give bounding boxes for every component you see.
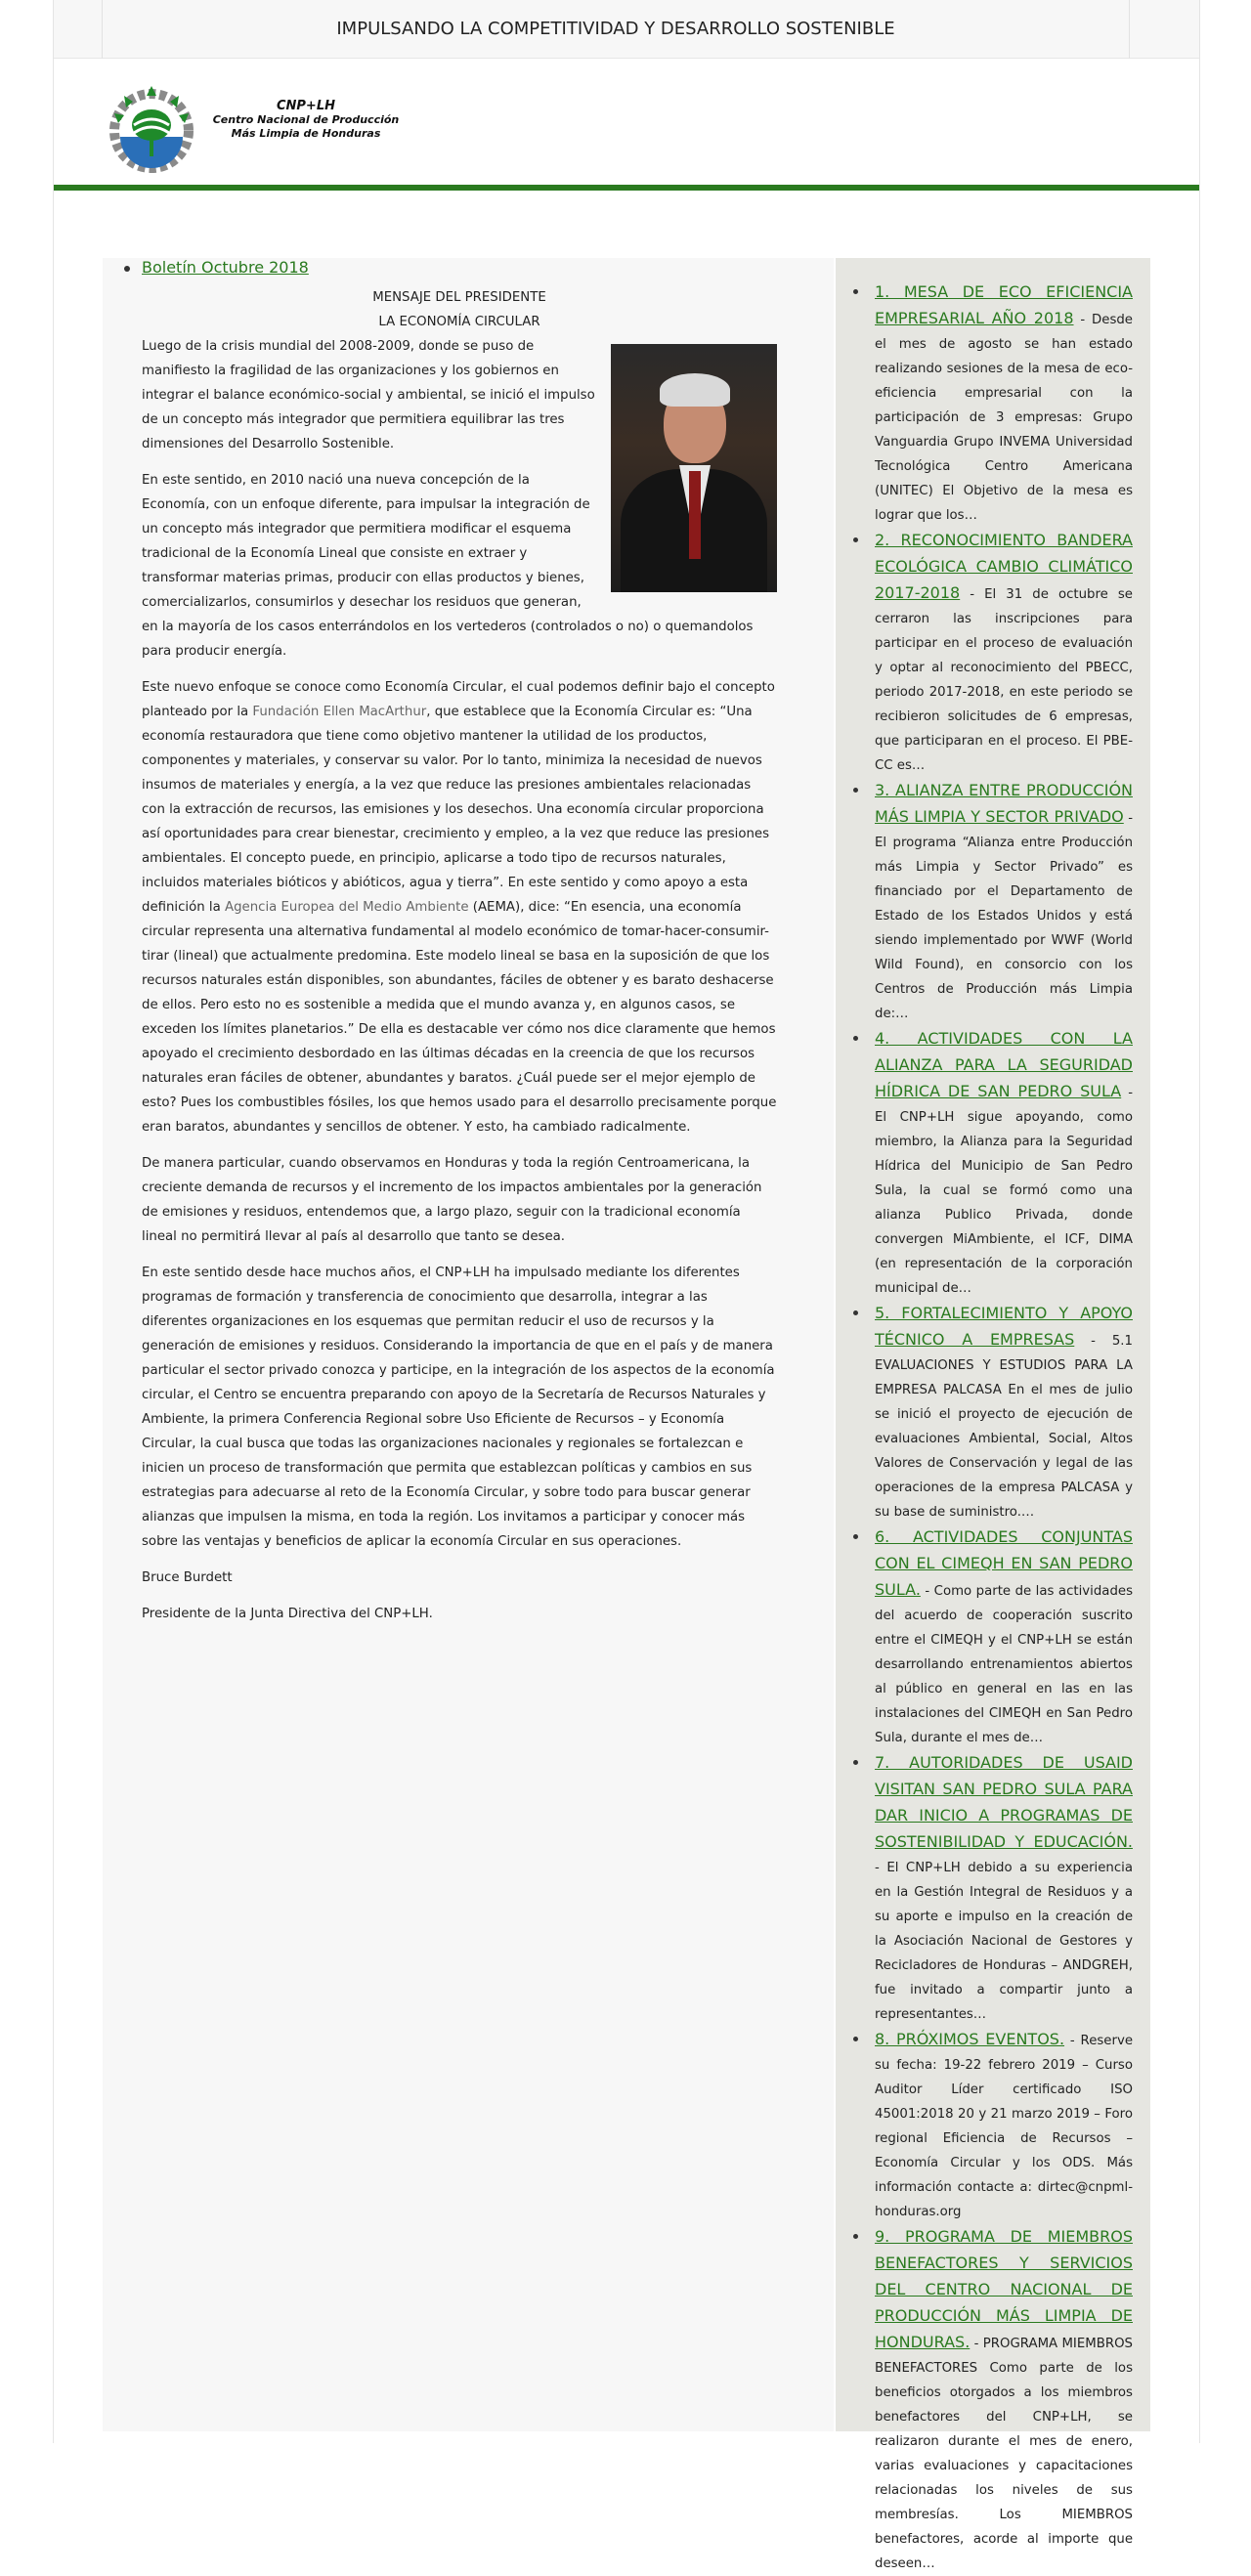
bullet-icon bbox=[853, 1036, 858, 1041]
news-item-link[interactable]: 8. PRÓXIMOS EVENTOS. bbox=[875, 2030, 1065, 2048]
top-bar-right-cell bbox=[1129, 0, 1199, 59]
paragraph-3 bbox=[142, 675, 777, 1139]
news-item bbox=[875, 778, 1133, 1026]
news-item-excerpt: - 5.1 EVALUACIONES Y ESTUDIOS PARA LA EMPRESA PALCASA En el mes de julio se inició el proyecto de ejecución de evaluaciones Ambiental, Social, Altos Valores de Conservación y legal de las operaciones de la empresa PALCASA y su base de suministro.… bbox=[875, 1334, 1133, 1520]
logo-text bbox=[208, 100, 404, 141]
article-subtitle: LA ECONOMÍA CIRCULAR bbox=[378, 315, 540, 329]
paragraph-5: En este sentido desde hace muchos años, el CNP+LH ha impulsado mediante los diferentes programas de formación y transferencia de conocimiento que desarrolla, integrar a las diferentes organizaciones en los esquemas que permitan reducir el uso de recursos y la generación de emisiones y residuos. Considerando la importancia de que en el país y de manera particular el sector privado conozca y participe, en la integración de los aspectos de la economía circular, el Centro se encuentra preparando con apoyo de la Secretaría de Recursos Naturales y Ambiente, la primera Conferencia Regional sobre Uso Eficiente de Recursos – y Economía Circular, la cual busca que todas las organizaciones nacionales y regionales se fortalezcan e inicien un proceso de transformación que permita que establezcan políticas y cambios en sus estrategias para adecuarse al reto de la Economía Circular, y sobre todo para buscar generar alianzas que impulsen la misma, en toda la región. Los invitamos a participar y conocer más sobre las ventajas y beneficios de aplicar la economía Circular en sus operaciones. bbox=[142, 1266, 775, 1549]
main-content bbox=[103, 258, 834, 2431]
ellen-macarthur-link[interactable]: Fundación Ellen MacArthur bbox=[252, 705, 427, 719]
news-item-excerpt: - Desde el mes de agosto se han estado realizando sesiones de la mesa de eco-eficiencia empresarial con la participación de 3 empresas: Grupo Vanguardia Grupo INVEMA Universidad Tecnológica Centro Americana (UNITEC) El Objetivo de la mesa es lograr que los… bbox=[875, 313, 1133, 523]
news-item-excerpt: - El CNP+LH debido a su experiencia en la Gestión Integral de Residuos y a su aporte e impulso en la creación de la Asociación Nacional de Gestores y Recicladores de Honduras – ANDGREH, fue invitado a compartir junto a representantes… bbox=[875, 1861, 1133, 2022]
bullet-icon bbox=[853, 1760, 858, 1765]
aema-link[interactable]: Agencia Europea del Medio Ambiente bbox=[224, 900, 469, 915]
news-item bbox=[875, 279, 1133, 528]
bullet-icon bbox=[124, 266, 130, 272]
bullet-icon bbox=[853, 2234, 858, 2239]
paragraph-3-part-c: (AEMA), dice: “En esencia, una economía circular representa una alternativa fundamental al modelo económico de tomar-hacer-consumir-tirar (lineal) que actualmente predomina. Este modelo lineal se basa en la suposición de que los recursos naturales están disponibles, son abundantes, fáciles de obtener y es barato deshacerse de ellos. Pero esto no es sostenible a medida que el mundo avanza y, en algunos casos, se exceden los límites planetarios.” De ella es destacable ver cómo nos dice claramente que hemos apoyado el crecimiento desbordado en las últimas décadas en la creencia de que los recursos naturales eran fáciles de obtener, abundantes y baratos. ¿Cuál puede ser el mejor ejemplo de esto? Pues los combustibles fósiles, los que hemos usado para el desarrollo precisamente porque eran baratos, abundantes y sencillos de obtener. Y esto, ha cambiado radicalmente. bbox=[142, 900, 777, 1135]
news-item-link[interactable]: 2. RECONOCIMIENTO BANDERA ECOLÓGICA CAMBIO CLIMÁTICO 2017-2018 bbox=[875, 531, 1133, 602]
bullet-icon bbox=[853, 1310, 858, 1315]
news-item-link[interactable]: 6. ACTIVIDADES CONJUNTAS CON EL CIMEQH EN SAN PEDRO SULA. bbox=[875, 1527, 1133, 1599]
sidebar bbox=[836, 258, 1150, 2571]
bullet-icon bbox=[853, 289, 858, 294]
top-bar-left-cell bbox=[54, 0, 103, 59]
page bbox=[53, 0, 1200, 2571]
paragraph-4: De manera particular, cuando observamos en Honduras y toda la región Centroamericana, la creciente demanda de recursos y el incremento de los impactos ambientales por la generación de emisiones y residuos, entendemos que, a largo plazo, seguir con la tradicional economía lineal no permitirá llevar al país al desarrollo que tanto se desea. bbox=[142, 1156, 762, 1244]
signature-name: Bruce Burdett bbox=[142, 1570, 233, 1585]
site-slogan: IMPULSANDO LA COMPETITIVIDAD Y DESARROLLO SOSTENIBLE bbox=[336, 19, 895, 39]
logo-line-3: Más Limpia de Honduras bbox=[231, 127, 381, 140]
news-item bbox=[875, 1026, 1133, 1301]
signature-title: Presidente de la Junta Directiva del CNP+LH. bbox=[142, 1607, 433, 1621]
paragraph-3-part-a: Este nuevo enfoque se conoce como Economía Circular, el cual podemos definir bajo el concepto planteado por la bbox=[142, 680, 775, 719]
news-item bbox=[875, 2027, 1133, 2224]
news-item-link[interactable]: 4. ACTIVIDADES CON LA ALIANZA PARA LA SEGURIDAD HÍDRICA DE SAN PEDRO SULA bbox=[875, 1029, 1133, 1100]
president-photo bbox=[611, 344, 777, 592]
logo-emblem-icon bbox=[101, 76, 208, 174]
site-logo[interactable] bbox=[101, 76, 400, 174]
site-header bbox=[54, 59, 1199, 186]
bullet-icon bbox=[853, 537, 858, 542]
logo-line-1: CNP+LH bbox=[276, 99, 335, 113]
news-item-excerpt: - Reserve su fecha: 19-22 febrero 2019 – Curso Auditor Líder certificado ISO 45001:2018 20 y 21 marzo 2019 – Foro regional Eficiencia de Recursos – Economía Circular y los ODS. Más información contacte a: dirtec@cnpml-honduras.org bbox=[875, 2034, 1134, 2219]
photo-tie bbox=[689, 471, 701, 559]
photo-hair bbox=[660, 373, 730, 407]
news-item bbox=[875, 528, 1133, 778]
news-item-excerpt: - El 31 de octubre se cerraron las inscripciones para participar en el proceso de evaluación y optar al reconocimiento del PBECC, periodo 2017-2018, en este periodo se recibieron solicitudes de 6 empresas, que participaran en el proceso. El PBE-CC es… bbox=[875, 587, 1133, 773]
news-list bbox=[875, 279, 1133, 2576]
news-item-link[interactable]: 1. MESA DE ECO EFICIENCIA EMPRESARIAL AÑO 2018 bbox=[875, 282, 1133, 327]
article bbox=[142, 285, 777, 1638]
news-item-link[interactable]: 3. ALIANZA ENTRE PRODUCCIÓN MÁS LIMPIA Y SECTOR PRIVADO bbox=[875, 781, 1133, 826]
top-bar bbox=[54, 0, 1199, 59]
logo-line-2: Centro Nacional de Producción bbox=[212, 113, 400, 126]
bulletin-list-item bbox=[124, 258, 309, 277]
article-title: MENSAJE DEL PRESIDENTE bbox=[372, 290, 546, 305]
header-divider bbox=[54, 185, 1199, 191]
news-item bbox=[875, 1301, 1133, 1524]
news-item-link[interactable]: 9. PROGRAMA DE MIEMBROS BENEFACTORES Y SERVICIOS DEL CENTRO NACIONAL DE PRODUCCIÓN MÁS LIMPIA DE HONDURAS. bbox=[875, 2227, 1133, 2351]
bullet-icon bbox=[853, 788, 858, 793]
news-item bbox=[875, 1524, 1133, 1750]
news-item bbox=[875, 1750, 1133, 2027]
news-item-excerpt: - Como parte de las actividades del acuerdo de cooperación suscrito entre el CIMEQH y el CNP+LH se están desarrollando entrenamientos abiertos al público en general en las en las instalaciones del CIMEQH en San Pedro Sula, durante el mes de… bbox=[875, 1584, 1133, 1745]
news-item bbox=[875, 2224, 1133, 2576]
bulletin-link[interactable]: Boletín Octubre 2018 bbox=[142, 258, 309, 277]
paragraph-2: En este sentido, en 2010 nació una nueva concepción de la Economía, con un enfoque diferente, para impulsar la integración de un concepto más integrador que permitiera modificar el esquema tradicional de la Economía Lineal que consiste en extraer y transformar materias primas, producir con ellas productos y bienes, comercializarlos, consumirlos y desechar los residuos que generan, en la mayoría de los casos enterrándolos en los vertederos (controlados o no) o quemandolos para producir energía. bbox=[142, 473, 754, 659]
news-item-excerpt: - PROGRAMA MIEMBROS BENEFACTORES Como parte de los beneficios otorgados a los miembros benefactores del CNP+LH, se realizaron durante el mes de enero, varias evaluaciones y capacitaciones relacionadas los niveles de sus membresías. Los MIEMBROS benefactores, acorde al importe que deseen… bbox=[875, 2337, 1133, 2571]
news-item-excerpt: - El programa “Alianza entre Producción más Limpia y Sector Privado” es financiado por el Departamento de Estado de los Estados Unidos y está siendo implementado por WWF (World Wild Found), en consorcio con los Centros de Producción más Limpia de:… bbox=[875, 811, 1133, 1021]
bullet-icon bbox=[853, 2037, 858, 2041]
paragraph-3-part-b: , que establece que la Economía Circular es: “Una economía restauradora que tiene como objetivo mantener la utilidad de los productos, componentes y materiales, y conservar su valor. Por lo tanto, minimiza la necesidad de nuevos insumos de materiales y energía, a la vez que reduce las presiones ambientales relacionadas con la extracción de recursos, las emisiones y los desechos. Una economía circular proporciona así oportunidades para crear bienestar, crecimiento y empleo, a la vez que reduce las presiones ambientales. El concepto puede, en principio, aplicarse a todo tipo de recursos naturales, incluidos materiales bióticos y abióticos, agua y tierra”. En este sentido y como apoyo a esta definición la bbox=[142, 705, 770, 915]
news-item-excerpt: - El CNP+LH sigue apoyando, como miembro, la Alianza para la Seguridad Hídrica del Municipio de San Pedro Sula, la cual se formó como una alianza Publico Privada, donde convergen MiAmbiente, el ICF, DIMA (en representación de la corporación municipal de… bbox=[875, 1086, 1133, 1296]
news-item-link[interactable]: 7. AUTORIDADES DE USAID VISITAN SAN PEDRO SULA PARA DAR INICIO A PROGRAMAS DE SOSTENIBILIDAD Y EDUCACIÓN. bbox=[875, 1753, 1133, 1851]
news-item-link[interactable]: 5. FORTALECIMIENTO Y APOYO TÉCNICO A EMPRESAS bbox=[875, 1304, 1133, 1349]
bullet-icon bbox=[853, 1534, 858, 1539]
paragraph-1: Luego de la crisis mundial del 2008-2009, donde se puso de manifiesto la fragilidad de las organizaciones y los gobiernos en integrar el balance económico-social y ambiental, se inició el impulso de un concepto más integrador que permitiera equilibrar las tres dimensiones del Desarrollo Sostenible. bbox=[142, 339, 595, 451]
